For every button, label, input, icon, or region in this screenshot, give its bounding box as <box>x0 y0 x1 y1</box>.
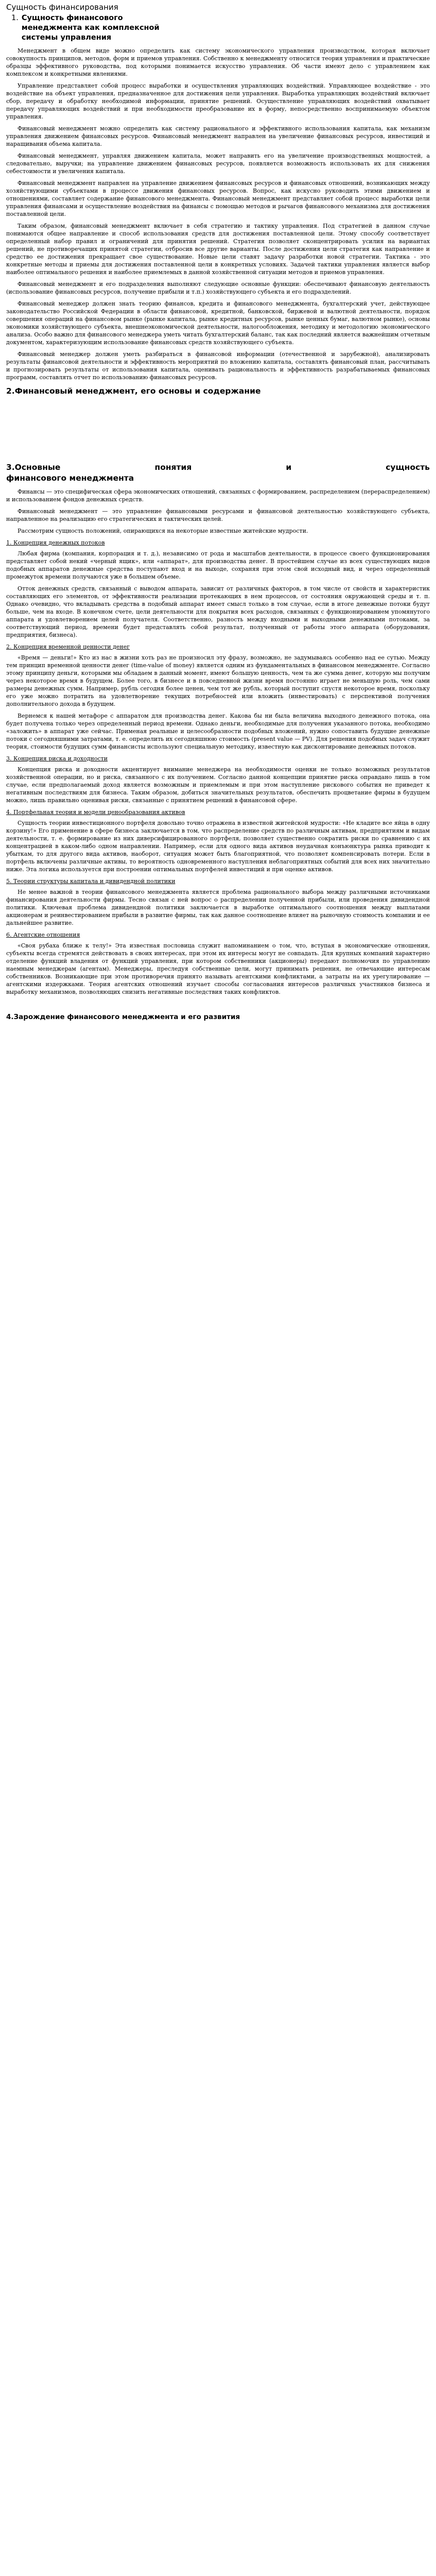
subsection-paragraph: Вернемся к нашей метафоре с аппаратом для производства денег. Какова бы ни была величина выходного денежного потока, она будет получена только через определенный период времени. Однако деньги, необходимые для получения указанного потока, необходимо «заложить» в аппарат уже сейчас. Применая реальные и целесообразности подобных вложений, нужно сопоставить будущие денежные потоки с сегодняшними затратами, т. е. определить их сегодняшнюю стоимость (present value — PV). Для решения подобных задач служит теория, стоимости будущих сумм финансисты используют специальную методику, известную как дисконтирование денежных потоков. <box>6 713 430 750</box>
section-3-paragraph: Рассмотрим сущность положений, опирающихся на некоторые известные житейские мудрости. <box>18 528 308 534</box>
section-3-body <box>6 488 430 996</box>
section-1-paragraph: Финансовый менеджмент, управляя движением капитала, может направить его на увеличение производственных мощностей, а следовательно, выручки; на управление движением финансовых ресурсов, появляется возможность использовать их для снижения себестоимости и увеличения капитала. <box>6 152 430 175</box>
subsection-heading: 1. Концепция денежных потоков <box>6 539 105 546</box>
section-4-heading: 4.Зарождение финансового менеджмента и его развития <box>6 1013 240 1021</box>
section-1-heading <box>6 13 430 43</box>
subsection-heading: 4. Портфельная теория и модели ценообразования активов <box>6 809 185 816</box>
subsection-heading: 6. Агентские отношения <box>6 931 80 938</box>
subsection-heading: 2. Концепция временной ценности денег <box>6 643 130 650</box>
subsection-paragraph: Любая фирма (компания, корпорация и т. д.), независимо от рода и масштабов деятельности, в процессе своего функционирования представляет собой некий «черный ящик», или «аппарат», для производства денег. В простейшем случае из всех существующих видов подобных аппаратов денежные средства поступают вход и на выходе, сохраняя при этом свой исходный вид, и через определенный промежуток времени получаются уже в большем объеме. <box>6 550 430 580</box>
subsection-heading: 5. Теории структуры капитала и дивидендной политики <box>6 878 176 885</box>
section-2-heading: 2.Финансовый менеджмент, его основы и содержание <box>6 386 261 396</box>
subsection-paragraph: Концепция риска и доходности акцентирует внимание менеджера на необходимости оценки не только возможных результатов хозяйственной операции, но и риска, связанного с их получением. Согласно данной концепции принятие риска оправдано лишь в том случае, если предполагаемый доход является возможным и приемлемым и при этом наступление рискового события не приведет к негативным последствиям для бизнеса. Таким образом, добиться значительных результатов, обеспечить процветание фирмы в будущем можно, лишь правильно оценивая риски, связанные с принятием решений в финансовой сфере. <box>6 766 430 804</box>
section-1-paragraph: Менеджмент в общем виде можно определить как систему экономического управления производством, которая включает совокупность принципов, методов, форм и приемов управления. Собственно к менеджменту относится теория управления и практические образцы эффективного руководства, под которыми понимается искусство управления. Об части имеют дело с управлением как комплексом и конкретными явлениями. <box>6 47 430 77</box>
section-1-paragraph: Финансовый менеджмент направлен на управление движением финансовых ресурсов и финансовых отношений, возникающих между хозяйствующими субъектами в процессе движения финансовых ресурсов. Вопрос, как искусно руководить этими движением и отношениями, составляет содержание финансового менеджмента. Финансовый менеджмент представляет собой процесс выработки цели управления финансами и осуществление воздействия на финансы с помощью методов и рычагов финансового механизма для достижения поставленной цели. <box>6 180 430 217</box>
section-3-heading-line1: 3.Основные понятия и сущность <box>6 463 430 472</box>
document-title: Сущность финансирования <box>6 3 118 12</box>
section-3-paragraph: Финансы — это специфическая сфера экономических отношений, связанных с формированием, распределением (перераспределением) и использованием фондов денежных средств. <box>6 488 430 503</box>
section-2-blank-area <box>6 400 430 462</box>
section-1-paragraph: Финансовый менеджмент можно определить как систему рационального и эффективного использования капитала, как механизм управления движением финансовых ресурсов. Финансовый менеджмент направлен на увеличение финансовых ресурсов, инвестиций и наращивания объема капитала. <box>6 125 430 147</box>
section-1-title: Сущность финансового менеджмента как комплексной системы управления <box>21 14 160 42</box>
section-1-paragraph: Финансовый менеджмент и его подразделения выполняют следующие основные функции: обеспечивают финансовую деятельность (использование финансовых ресурсов, получение прибыли и т.п.) хозяйствующего субъекта и его подразделений. <box>6 281 430 295</box>
section-1-paragraph: Финансовый менеджер должен уметь разбираться в финансовой информации (отечественной и зарубежной), анализировать результаты финансовой деятельности и эффективность мероприятий по вложению капитала, составлять финансовый план, рассчитывать и прогнозировать результаты от использования капитала, оценивать рациональность и эффективность разрабатываемых финансовых программ, составлять отчет по использованию финансовых ресурсов. <box>6 351 430 381</box>
subsection-paragraph: Сущность теории инвестиционного портфеля довольно точно отражена в известной житейской мудрости: «Не кладите все яйца в одну корзину!» Его применение в сфере бизнеса заключается в том, что распределение средств по различным активам, предприятиям и видам деятельности, т. е. формирование из них диверсифицированного портфеля, позволяет существенно сократить риски по сравнению с их концентрацией в каком-либо одном направлении. Например, если для одного вида активов неудачная конъюнктура рынка приводит к убыткам, то для другого вида активов, наоборот, ситуация может быть благоприятной, что позволяет компенсировать потери. Если в портфель включены различные активы, то вероятность одновременного наступления неблагоприятных событий для всех них значительно ниже. Эта логика используется при построении оптимальных портфелей инвестиций и при оценке активов. <box>6 820 430 873</box>
subsection-paragraph: Не менее важной в теории финансового менеджмента является проблема рационального выбора между различными источниками финансирования деятельности фирмы. Тесно связан с ней вопрос о распределении полученной прибыли, или проведения дивидендной политики. Ключевая проблема дивидендной политики заключается в выработке оптимального соотношения между выплатами акционерам и реинвестированием прибыли в развитие фирмы, так как данное соотношение влияет на рыночную стоимость компании и ее дальнейшее развитие. <box>6 889 430 926</box>
subsection-paragraph: «Своя рубаха ближе к телу!» Эта известная пословица служит напоминанием о том, что, вступая в экономические отношения, субъекты всегда стремятся действовать в своих интересах, при этом их интересы могут не совпадать. Для крупных компаний характерно отделение функций владения от функций управления, при котором собственники (акционеры) передают полномочия по управлению наемным менеджерам (агентам). Менеджеры, преследуя собственные цели, могут принимать решения, не отвечающие интересам собственников. Возникающие при этом противоречия принято называть агентскими конфликтами, а затраты на их урегулирование — агентскими издержками. Теория агентских отношений изучает способы согласования интересов различных участников бизнеса и выработку механизмов, позволяющих снизить негативные последствия таких конфликтов. <box>6 942 430 995</box>
section-1-body <box>6 47 430 381</box>
section-3-heading-line2: финансового менеджмента <box>6 473 134 483</box>
section-3-paragraph: Финансовый менеджмент — это управление финансовыми ресурсами и финансовой деятельностью хозяйствующего субъекта, направленное на реализацию его стратегических и тактических целей. <box>6 508 430 522</box>
section-1-number: 1. <box>11 14 19 22</box>
document-page <box>0 0 436 1022</box>
subsection-paragraph: «Время — деньги!» Кто из нас в жизни хоть раз не произносил эту фразу, возможно, не задумываясь особенно над ее сутью. Между тем принцип временной ценности денег (time-value of money) является одним из фундаментальных в финансовом менеджменте. Согласно этому принципу деньги, которыми мы обладаем в данный момент, имеют большую ценность, чем та же сумма денег, которую мы получим через некоторое время в будущем. Более того, в бизнесе и в повседневной жизни время постоянно играет не меньшую роль, чем сами размеры денежных сумм. Например, рубль сегодня более ценен, чем тот же рубль, который поступит спустя некоторое время, поскольку его уже можно потратить на удовлетворение текущих потребностей или вложить (инвестировать) с перспективой получения дополнительного дохода в будущем. <box>6 654 430 707</box>
spacer <box>6 1000 430 1009</box>
subsection-paragraph: Отток денежных средств, связанный с выводом аппарата, зависит от различных факторов, в том числе от свойств и характеристик составляющих его элементов, от эффективности реализации протекающих в нем процессов, от состояния окружающей среды и т. п. Однако очевидно, что вкладывать средства в подобный аппарат имеет смысл только в том случае, если в итоге денежные потоки будут больше, чем на входе. В конечном счете, цели деятельности для покрытия всех расходов, связанных с функционированием упомянутого аппарата и удовлетворением целей получателя. Соответственно, разность между входными и выходными денежными потоками, за соответствующий период, времени будет представлять собой результат, полученный от работы этого аппарата (оборудования, предприятия, бизнеса). <box>6 585 430 638</box>
section-1-paragraph: Управление представляет собой процесс выработки и осуществления управляющих воздействий. Управляющее воздействие - это воздействие на объект управления, предназначенное для достижения цели управления. Выработка управляющих воздействий включает сбор, передачу и обработку необходимой информации, принятие решений. Осуществление управляющих воздействий охватывает передачу управляющих воздействий и при необходимости преобразование их в форму, непосредственно воспринимаемую объектом управления. <box>6 82 430 120</box>
subsection-heading: 3. Концепция риска и доходности <box>6 755 108 762</box>
section-1-paragraph: Таким образом, финансовый менеджмент включает в себя стратегию и тактику управления. Под стратегией в данном случае понимаются общее направление и способ использования средств для достижения поставленной цели. Этому способу соответствует определенный набор правил и ограничений для принятия решений. Стратегия позволяет сконцентрировать усилия на вариантах решений, не противоречащих принятой стратегии, отбросив все другие варианты. После достижения цели стратегия как направление и средство ее достижения прекращает свое существование. Новые цели ставят задачу разработки новой стратегии. Тактика - это конкретные методы и приемы для достижения поставленной цели в конкретных условиях. Задачей тактики управления является выбор наиболее оптимального решения и наиболее приемлемых в данной хозяйственной ситуации методов и приемов управления. <box>6 223 430 276</box>
section-1-paragraph: Финансовый менеджер должен знать теорию финансов, кредита и финансового менеджмента, бухгалтерский учет, действующее законодательство Российской Федерации в области финансовой, кредитной, банковской, биржевой и валютной деятельности, порядок совершения операций на финансовом рынке (рынке капитала, рынке кредитных ресурсов, рынке ценных бумаг, валютном рынке), основы экономики хозяйствующего субъекта, внешнеэкономической деятельности, налогообложения, методику и методологию экономического анализа. Особо важно для финансового менеджера уметь читать бухгалтерский баланс, так как последний является важнейшим отчетным документом, характеризующим использование финансовых средств хозяйствующего субъекта. <box>6 300 430 346</box>
